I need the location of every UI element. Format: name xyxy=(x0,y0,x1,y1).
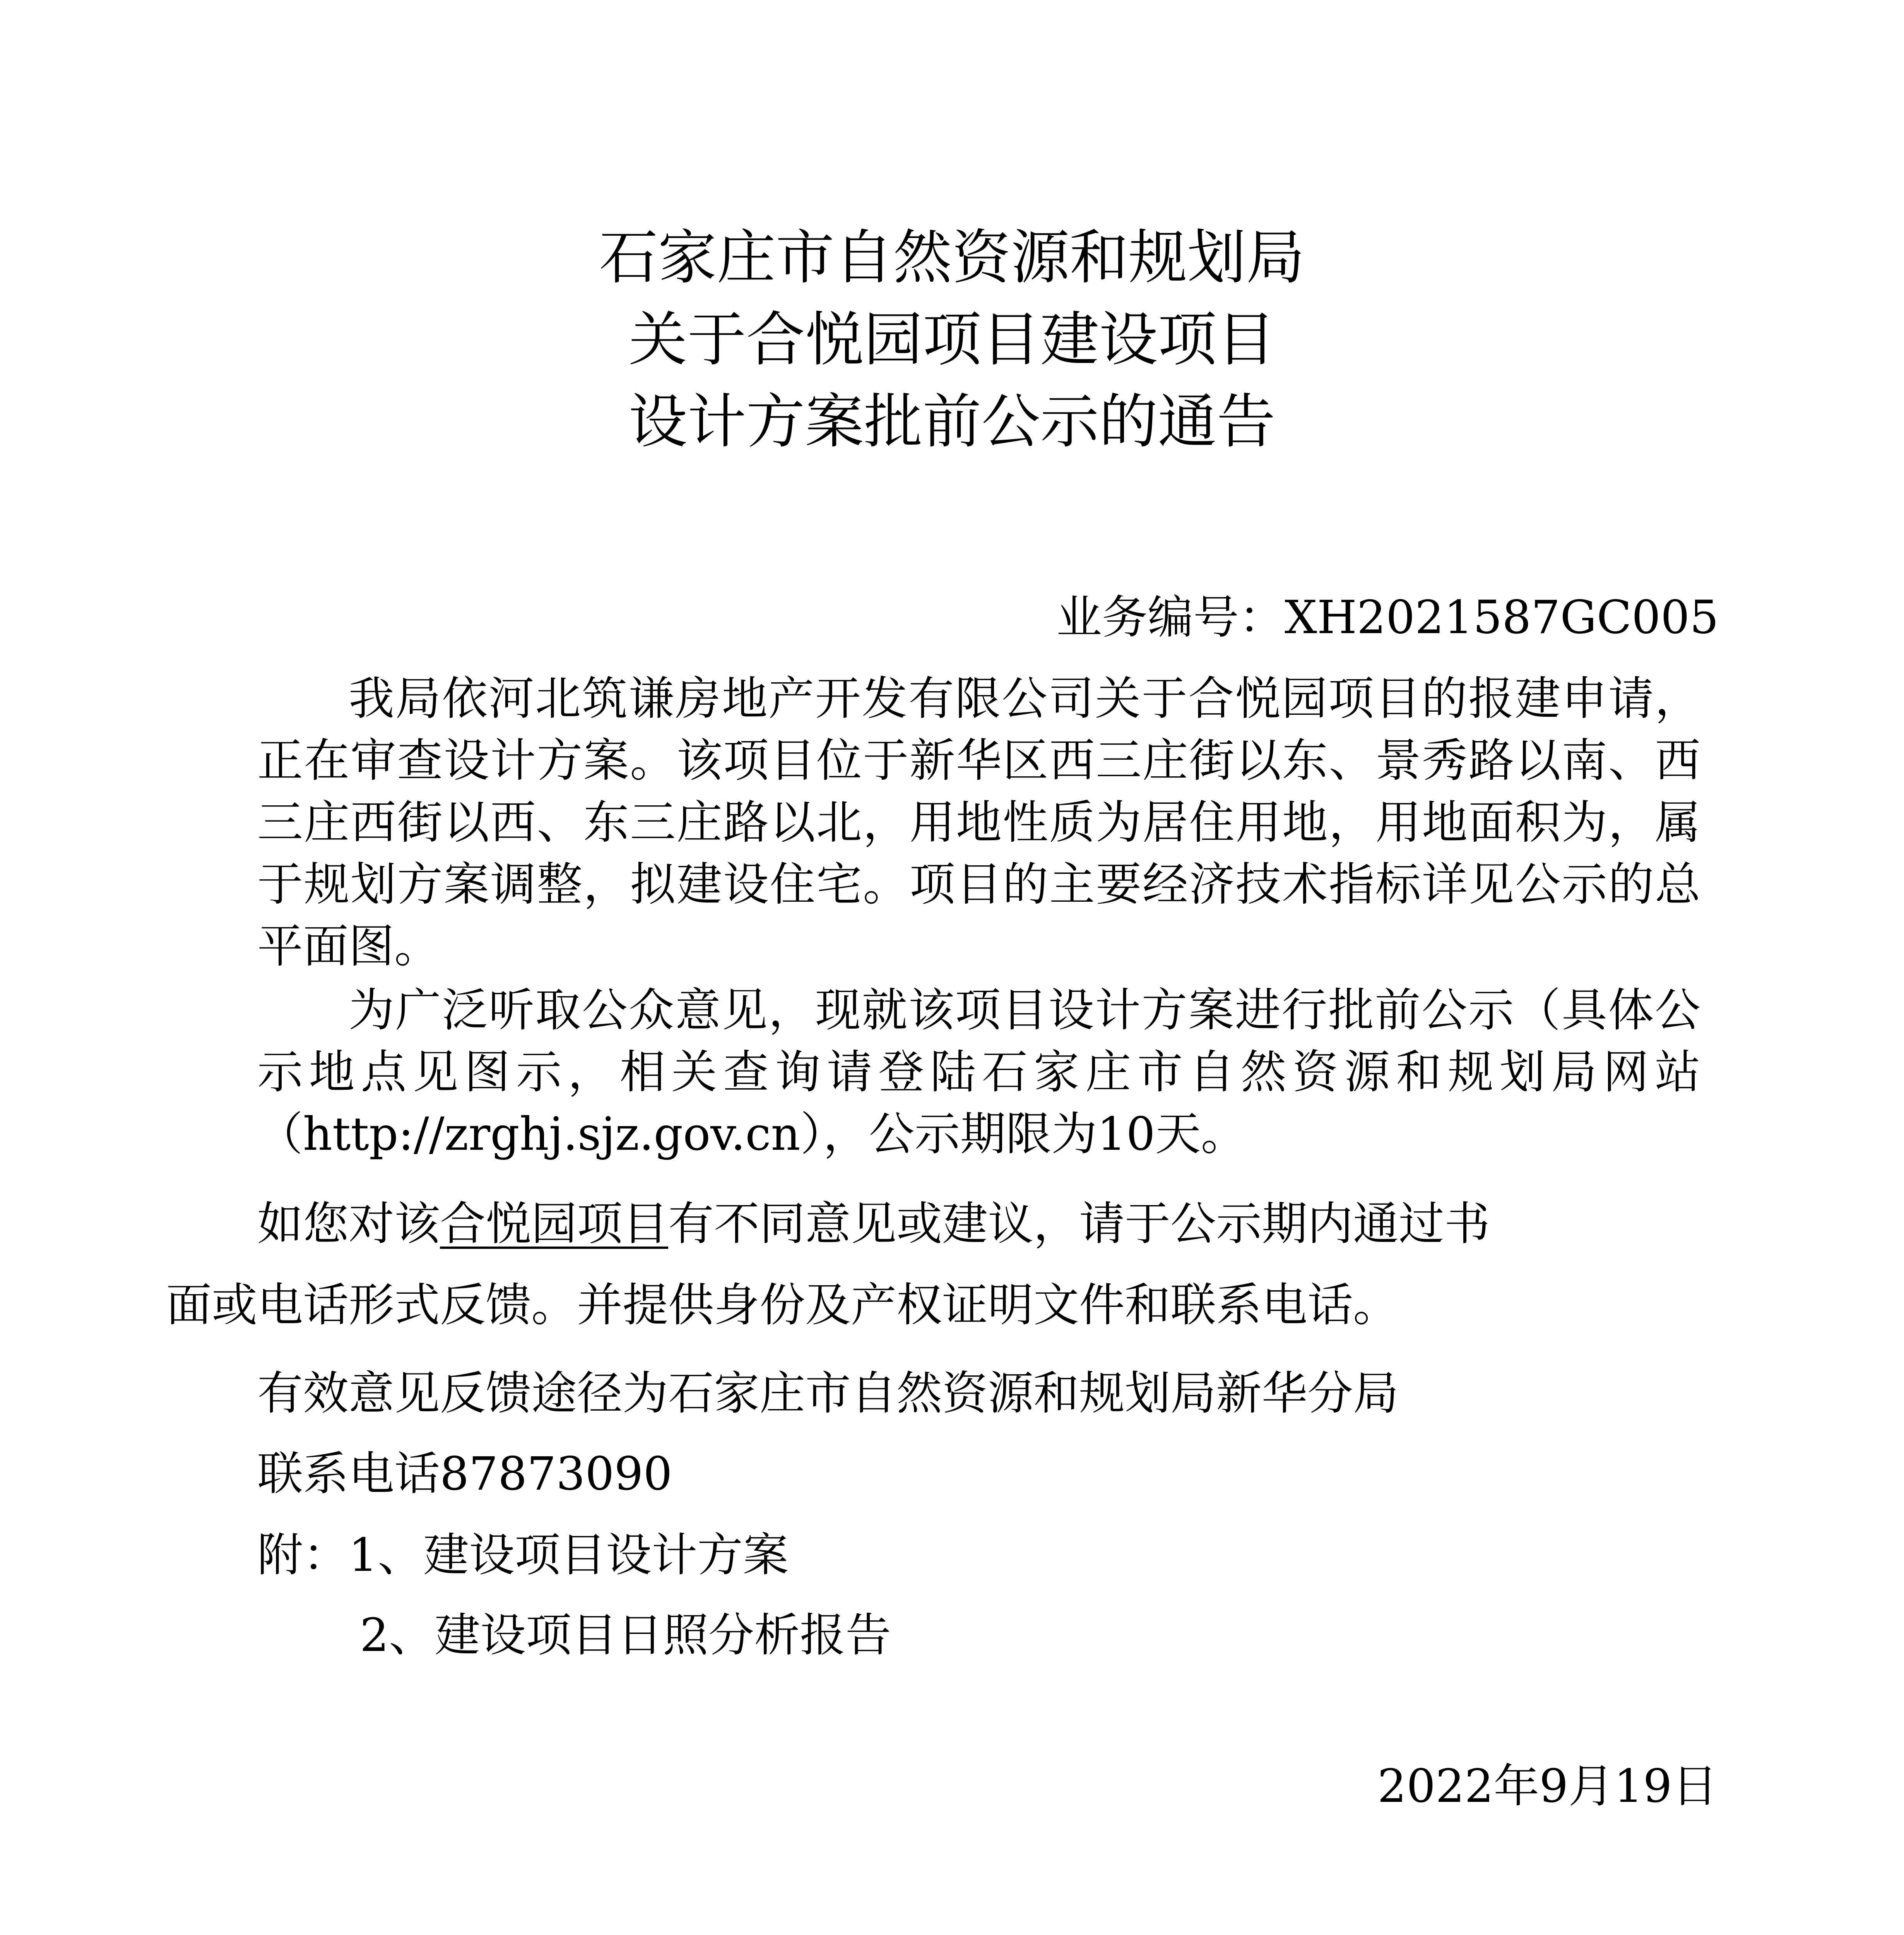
feedback-request-line-2: 面或电话形式反馈。并提供身份及产权证明文件和联系电话。 xyxy=(166,1278,1399,1332)
paragraph-public-notice: 为广泛听取公众意见，现就该项目设计方案进行批前公示（具体公示地点见图示，相关查询请登陆石家庄市自然资源和规划局网站（http://zrghj.sjz.gov.cn），公示期限为10天。 xyxy=(257,983,1700,1161)
contact-phone: 联系电话87873090 xyxy=(257,1447,672,1500)
feedback-request-line-1 xyxy=(257,1193,1700,1255)
title-line-2: 关于合悦园项目建设项目 xyxy=(628,305,1276,374)
document-title xyxy=(0,217,1904,463)
attachment-item-1: 附：1、建设项目设计方案 xyxy=(257,1528,789,1582)
title-line-3: 设计方案批前公示的通告 xyxy=(628,387,1276,456)
paragraph-application-details: 我局依河北筑谦房地产开发有限公司关于合悦园项目的报建申请，正在审查设计方案。该项目位于新华区西三庄街以东、景秀路以南、西三庄西街以西、东三庄路以北，用地性质为居住用地，用地面积为，属于规划方案调整，拟建设住宅。项目的主要经济技术指标详见公示的总平面图。 xyxy=(257,672,1700,973)
business-reference-number: 业务编号：XH2021587GC005 xyxy=(1056,591,1719,644)
feedback-prefix: 如您对该 xyxy=(257,1197,440,1250)
project-name-underlined: 合悦园项目 xyxy=(440,1197,669,1250)
feedback-suffix: 有不同意见或建议，请于公示期内通过书 xyxy=(668,1197,1490,1250)
attachment-item-2: 2、建设项目日照分析报告 xyxy=(360,1608,891,1662)
title-line-1: 石家庄市自然资源和规划局 xyxy=(599,223,1305,292)
feedback-channel: 有效意见反馈途径为石家庄市自然资源和规划局新华分局 xyxy=(257,1366,1399,1420)
notice-date: 2022年9月19日 xyxy=(1377,1759,1718,1813)
paragraph-feedback-request xyxy=(166,1193,1700,1336)
